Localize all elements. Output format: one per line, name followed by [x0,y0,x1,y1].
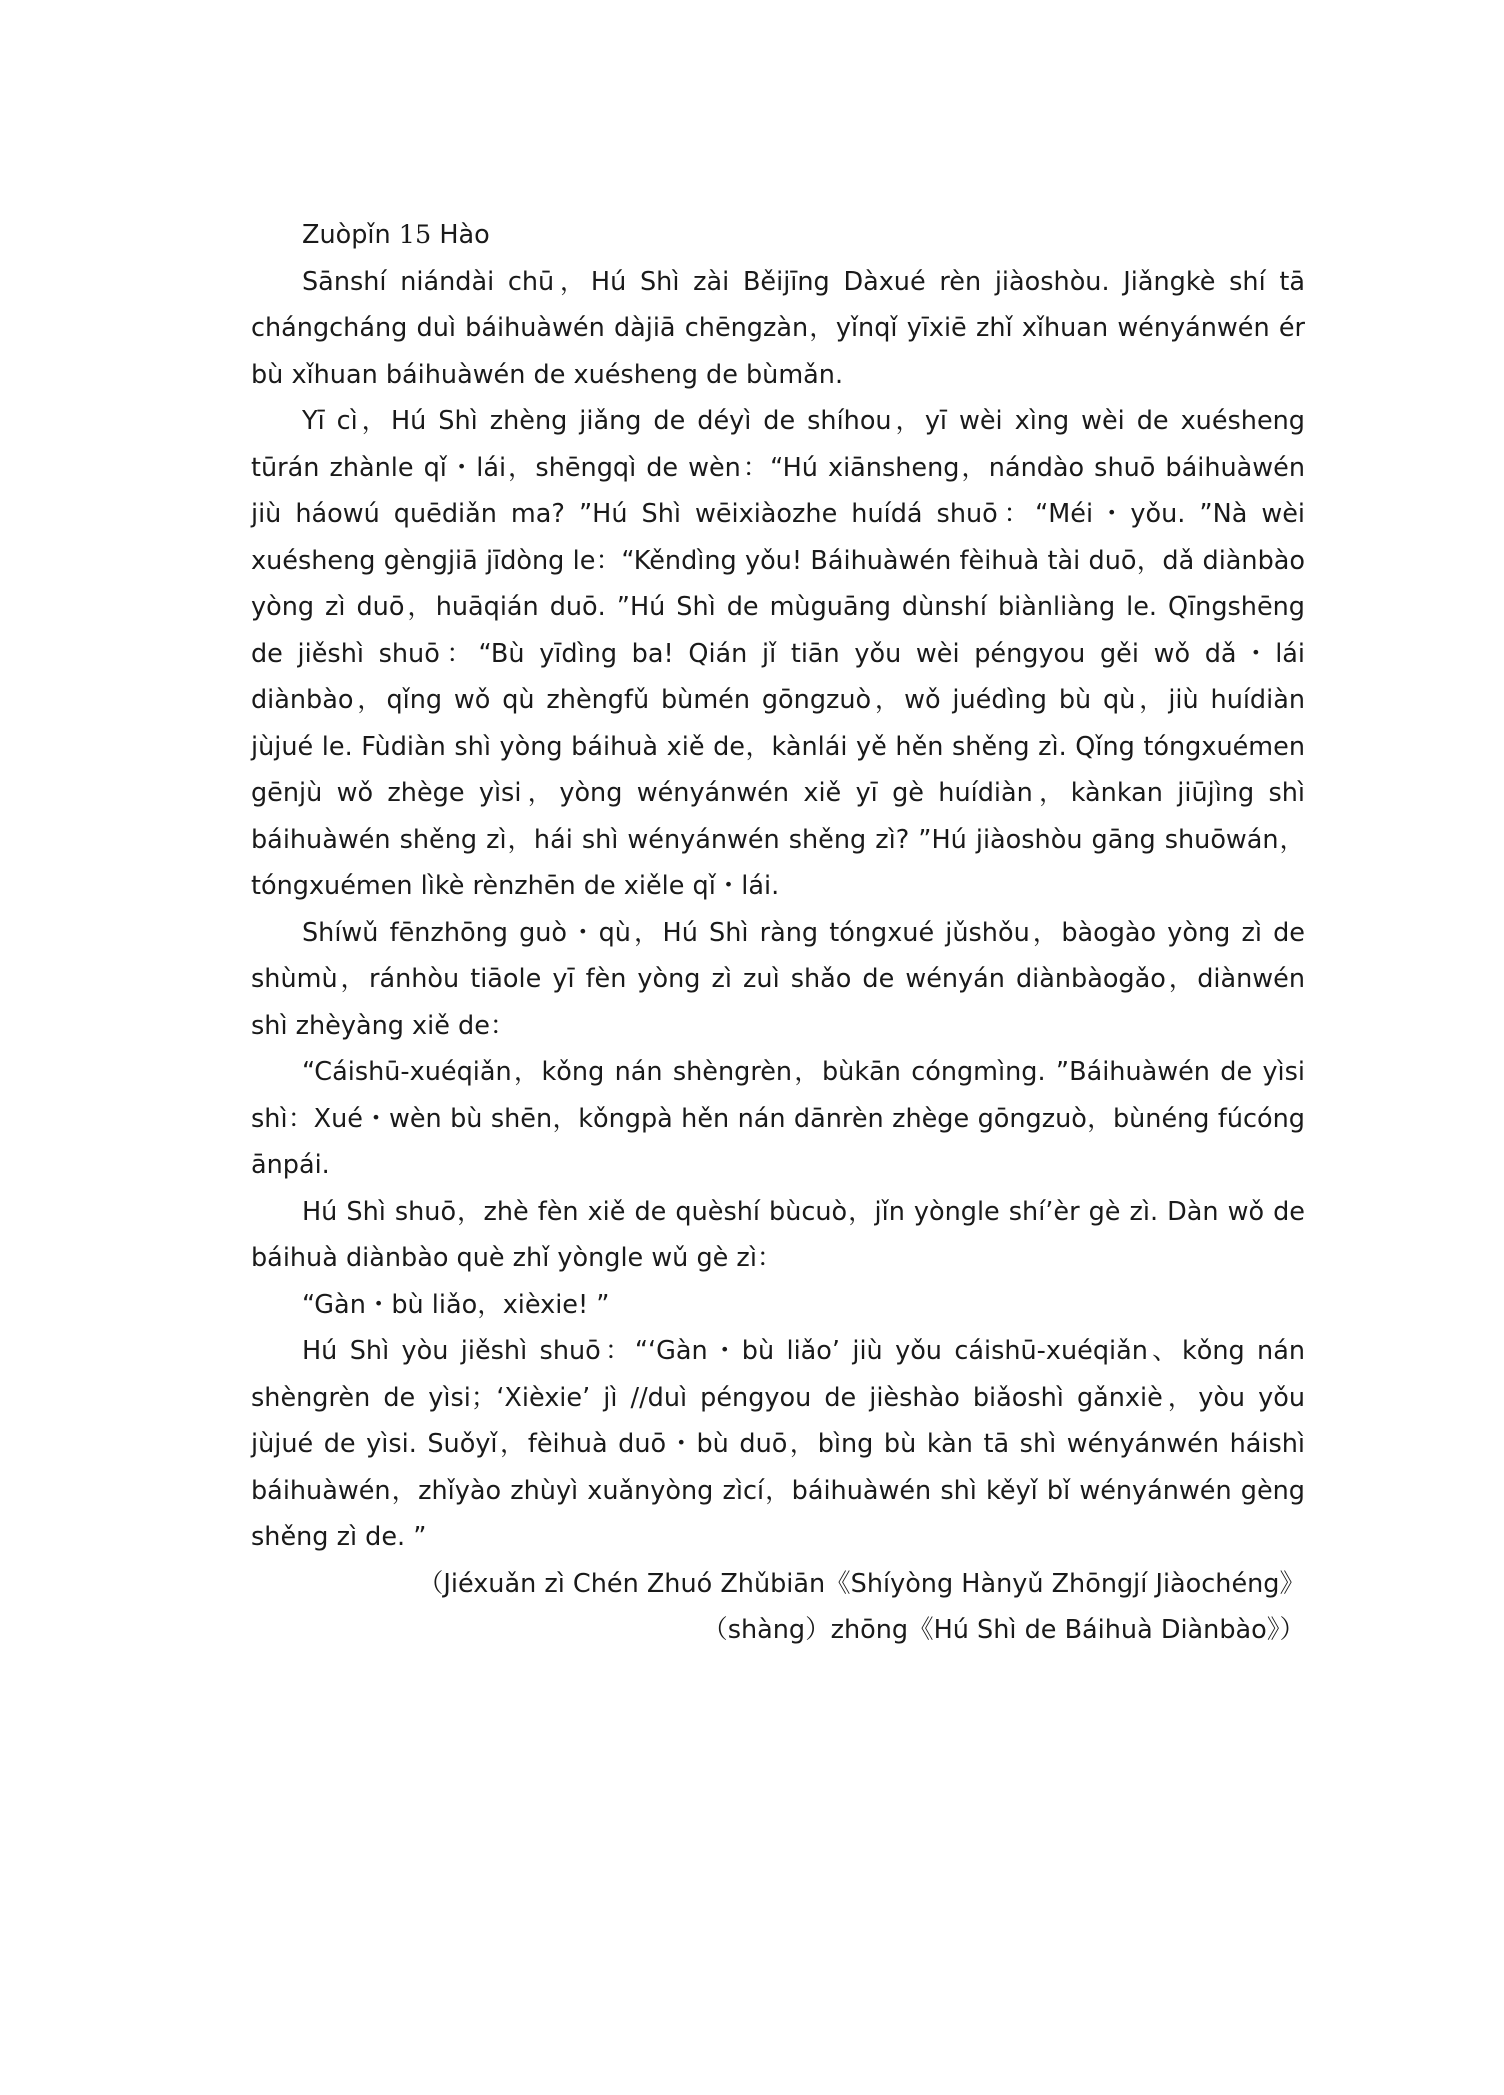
title-number: 15 [398,220,432,250]
paragraph-4: “Cáishū-xuéqiǎn，kǒng nán shèngrèn，bùkān cóngmìng. ”Báihuàwén de yìsi shì：Xué・wèn bù shēn，kǒngpà hěn nán dānrèn zhège gōngzuò，bùnéng fúcóng ānpái. [251,1057,1305,1180]
paragraph-6: “Gàn・bù liǎo，xièxie! ” [302,1289,610,1320]
paragraph-5: Hú Shì shuō，zhè fèn xiě de quèshí bùcuò，jǐn yòngle shí’èr gè zì. Dàn wǒ de báihuà diànbào què zhǐ yòngle wǔ gè zì： [251,1196,1305,1273]
source-citation-line-1: （Jiéxuǎn zì Chén Zhuó Zhǔbiān《Shíyòng Hànyǔ Zhōngjí Jiàochéng》 [417,1568,1305,1599]
paragraph-7: Hú Shì yòu jiěshì shuō：“‘Gàn・bù liǎo’ jiù yǒu cáishū-xuéqiǎn、kǒng nán shèngrèn de yìsi；‘Xièxie’ jì //duì péngyou de jièshào biǎoshì gǎnxiè，yòu yǒu jùjué de yìsi. Suǒyǐ，fèihuà duō・bù duō，bìng bù kàn tā shì wényánwén háishì báihuàwén，zhǐyào zhùyì xuǎnyòng zìcí，báihuàwén shì kěyǐ bǐ wényánwén gèng shěng zì de. ” [251,1336,1305,1552]
paragraph-1: Sānshí niándài chū，Hú Shì zài Běijīng Dàxué rèn jiàoshòu. Jiǎngkè shí tā chángcháng duì báihuàwén dàjiā chēngzàn，yǐnqǐ yīxiē zhǐ xǐhuan wényánwén ér bù xǐhuan báihuàwén de xuésheng de bùmǎn. [251,266,1305,390]
title-prefix: Zuòpǐn [302,220,399,250]
source-citation-line-2: （shàng）zhōng《Hú Shì de Báihuà Diànbào》） [702,1615,1305,1645]
title-suffix: Hào [431,220,490,250]
paragraph-2: Yī cì，Hú Shì zhèng jiǎng de déyì de shíhou，yī wèi xìng wèi de xuésheng tūrán zhànle qǐ・lái，shēngqì de wèn：“Hú xiānsheng，nándào shuō báihuàwén jiù háowú quēdiǎn ma? ”Hú Shì wēixiàozhe huídá shuō：“Méi・yǒu. ”Nà wèi xuésheng gèngjiā jīdòng le：“Kěndìng yǒu! Báihuàwén fèihuà tài duō，dǎ diànbào yòng zì duō，huāqián duō. ”Hú Shì de mùguāng dùnshí biànliàng le. Qīngshēng de jiěshì shuō：“Bù yīdìng ba! Qián jǐ tiān yǒu wèi péngyou gěi wǒ dǎ・lái diànbào，qǐng wǒ qù zhèngfǔ bùmén gōngzuò，wǒ juédìng bù qù，jiù huídiàn jùjué le. Fùdiàn shì yòng báihuà xiě de，kànlái yě hěn shěng zì. Qǐng tóngxuémen gēnjù wǒ zhège yìsi，yòng wényánwén xiě yī gè huídiàn，kànkan jiūjìng shì báihuàwén shěng zì，hái shì wényánwén shěng zì? ”Hú jiàoshòu gāng shuōwán，tóngxuémen lìkè rènzhēn de xiěle qǐ・lái. [251,406,1305,901]
paragraph-3: Shíwǔ fēnzhōng guò・qù，Hú Shì ràng tóngxué jǔshǒu，bàogào yòng zì de shùmù，ránhòu tiāole yī fèn yòng zì zuì shǎo de wényán diànbàogǎo，diànwén shì zhèyàng xiě de： [251,917,1305,1041]
work-title [251,212,1305,259]
text-block [251,212,1305,1654]
